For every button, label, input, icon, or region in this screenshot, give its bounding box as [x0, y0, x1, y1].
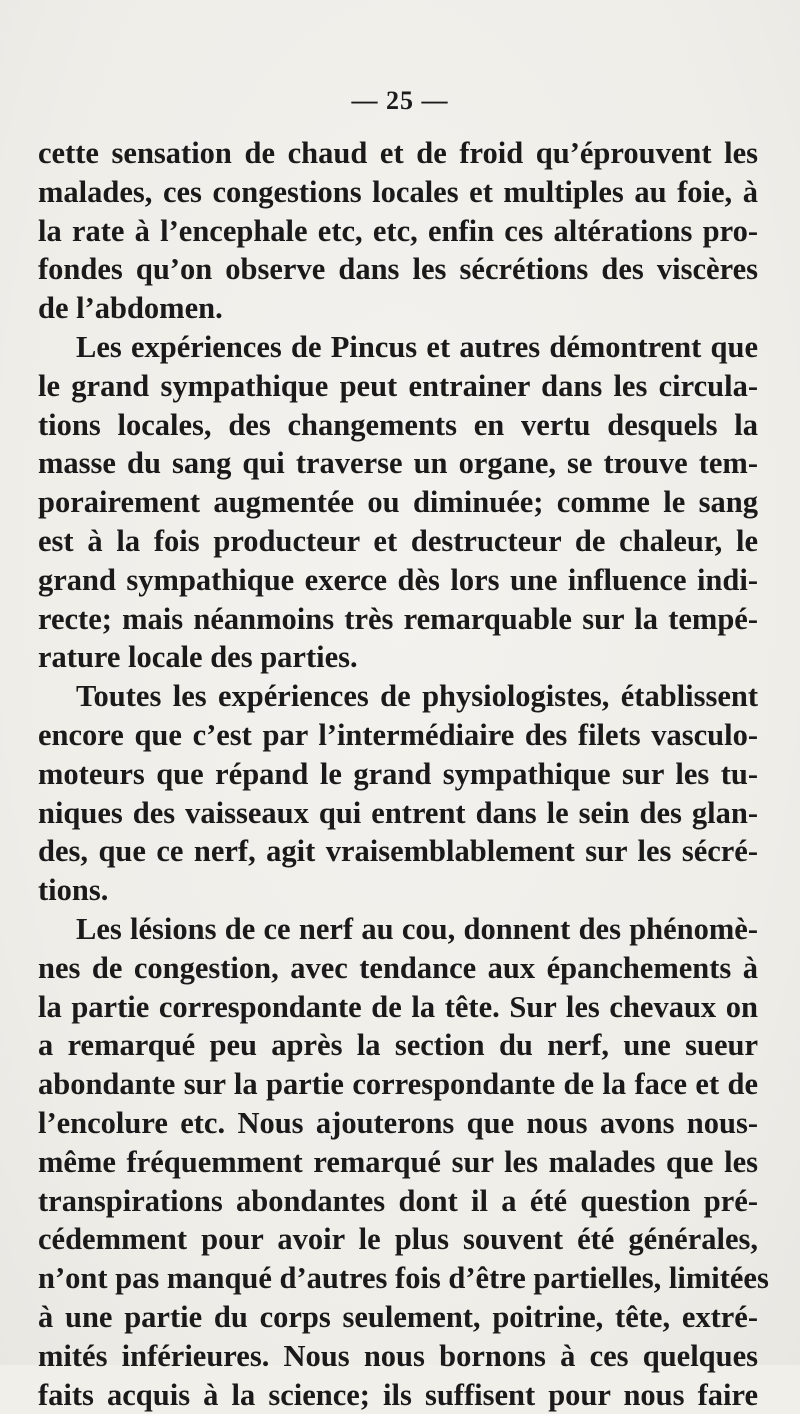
text-line: porairement augmentée ou diminuée; comme le sang: [38, 483, 758, 522]
paragraph-start: Les expériences de Pincus et autres démontrent que: [38, 328, 758, 367]
paragraph-start: Les lésions de ce nerf au cou, donnent des phénomè-: [38, 910, 758, 949]
text-line: abondante sur la partie correspondante de la face et de: [38, 1065, 758, 1104]
text-line: des, que ce nerf, agit vraisemblablement sur les sécré-: [38, 832, 758, 871]
text-line: l’encolure etc. Nous ajouterons que nous avons nous-: [38, 1104, 758, 1143]
text-line: faits acquis à la science; ils suffisent pour nous faire: [38, 1376, 758, 1414]
text-line: la partie correspondante de la tête. Sur les chevaux on: [38, 988, 758, 1027]
text-line: tions locales, des changements en vertu desquels la: [38, 406, 758, 445]
text-line: encore que c’est par l’intermédiaire des filets vasculo-: [38, 716, 758, 755]
text-line: à une partie du corps seulement, poitrine, tête, extré-: [38, 1298, 758, 1337]
text-line: rature locale des parties.: [38, 638, 758, 677]
text-line: a remarqué peu après la section du nerf, une sueur: [38, 1026, 758, 1065]
text-line: grand sympathique exerce dès lors une influence indi-: [38, 561, 758, 600]
text-line: nes de congestion, avec tendance aux épanchements à: [38, 949, 758, 988]
text-line: fondes qu’on observe dans les sécrétions des viscères: [38, 250, 758, 289]
text-line: de l’abdomen.: [38, 289, 758, 328]
text-line: la rate à l’encephale etc, etc, enfin ces altérations pro-: [38, 212, 758, 251]
page-number: — 25 —: [0, 86, 800, 116]
text-line: cette sensation de chaud et de froid qu’éprouvent les: [38, 134, 758, 173]
body-text: [38, 134, 758, 1414]
text-line: transpirations abondantes dont il a été question pré-: [38, 1182, 758, 1221]
text-line: n’ont pas manqué d’autres fois d’être partielles, limitées: [38, 1259, 758, 1298]
text-line: recte; mais néanmoins très remarquable sur la tempé-: [38, 600, 758, 639]
text-line: cédemment pour avoir le plus souvent été générales,: [38, 1220, 758, 1259]
text-line: tions.: [38, 871, 758, 910]
paragraph-start: Toutes les expériences de physiologistes, établissent: [38, 677, 758, 716]
text-line: moteurs que répand le grand sympathique sur les tu-: [38, 755, 758, 794]
text-line: le grand sympathique peut entrainer dans les circula-: [38, 367, 758, 406]
text-line: est à la fois producteur et destructeur de chaleur, le: [38, 522, 758, 561]
text-line: mités inférieures. Nous nous bornons à ces quelques: [38, 1337, 758, 1376]
text-line: niques des vaisseaux qui entrent dans le sein des glan-: [38, 794, 758, 833]
text-line: même fréquemment remarqué sur les malades que les: [38, 1143, 758, 1182]
text-line: malades, ces congestions locales et multiples au foie, à: [38, 173, 758, 212]
text-line: masse du sang qui traverse un organe, se trouve tem-: [38, 444, 758, 483]
